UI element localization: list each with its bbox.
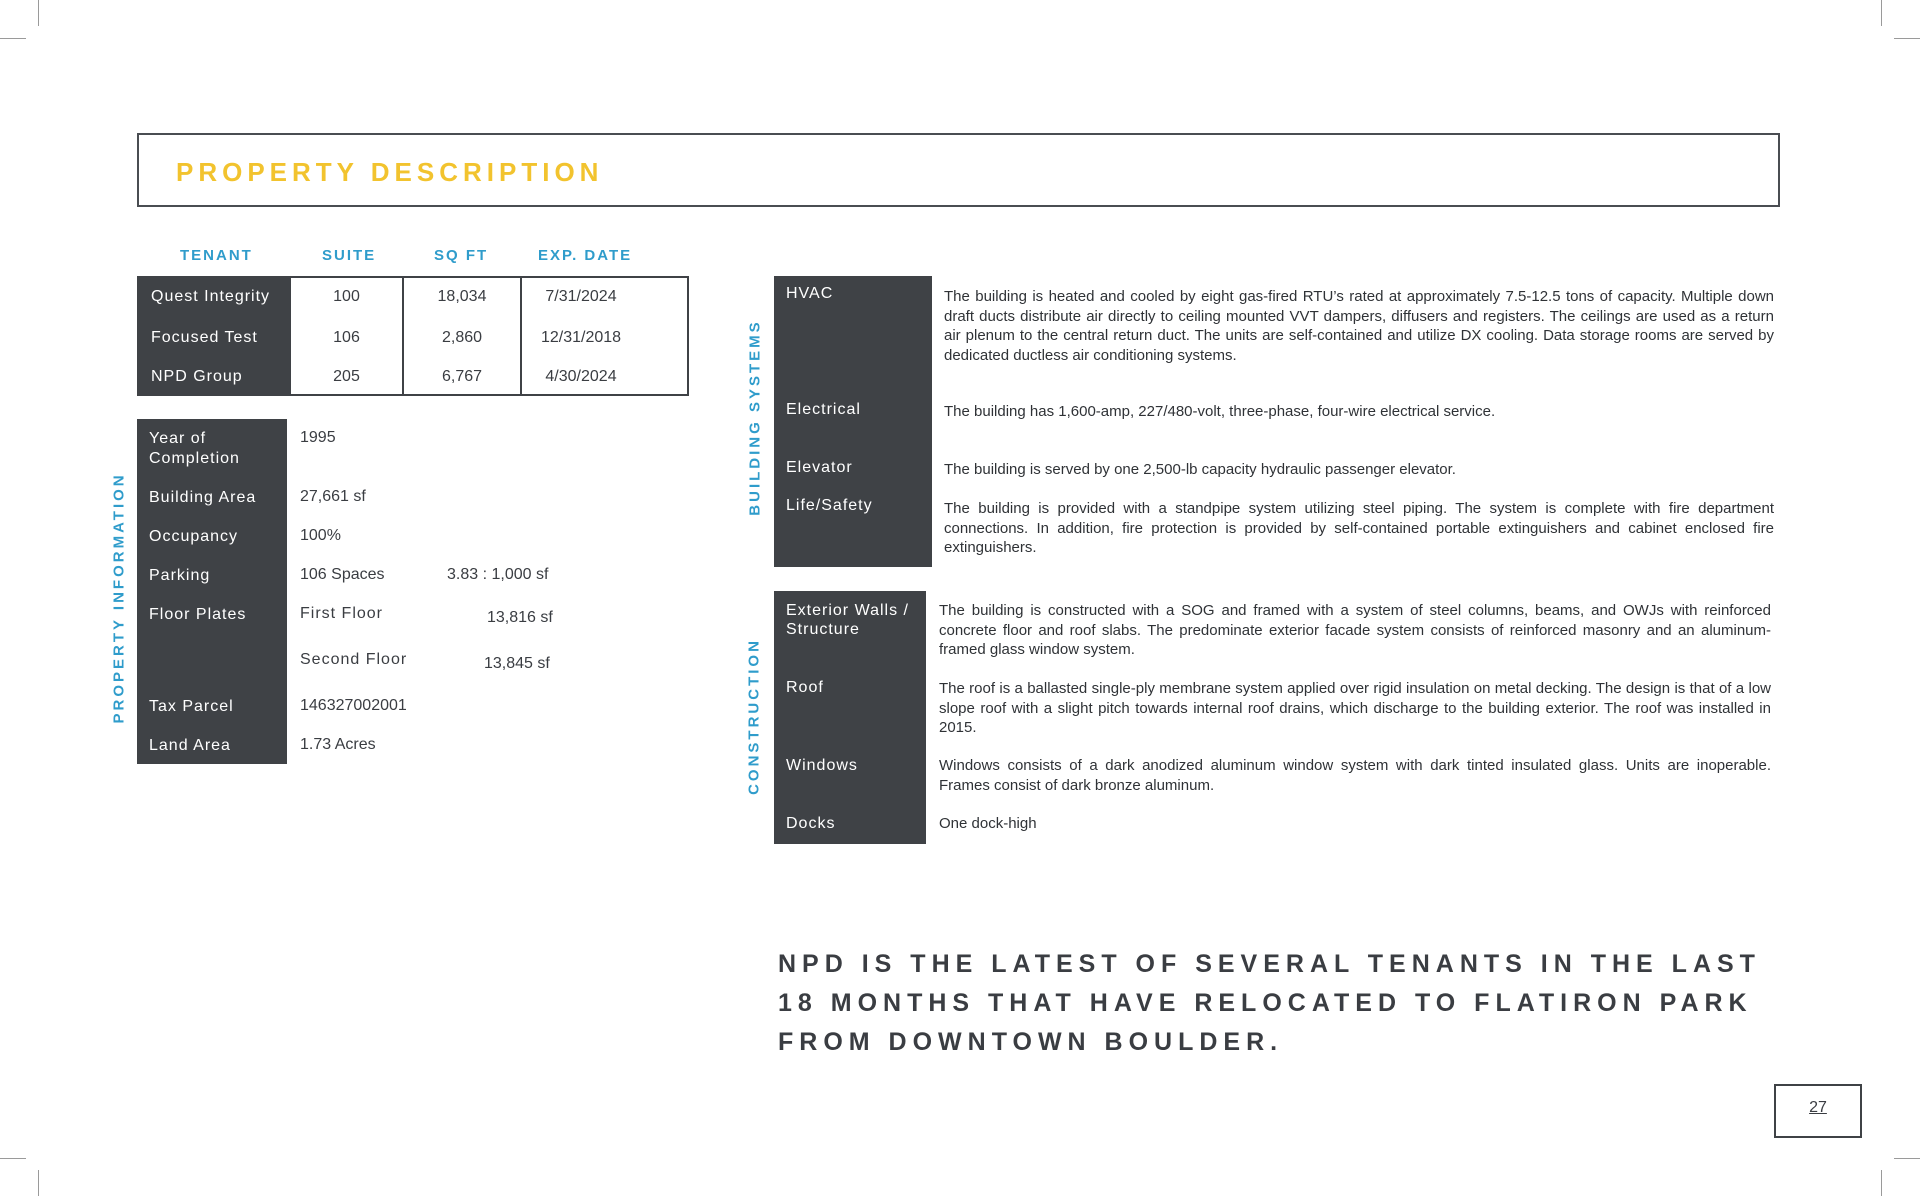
roof-text: The roof is a ballasted single-ply membrane system applied over rigid insulation on metal decking. The design is that of a low slope roof with a slight pitch towards internal roof drains, which discharge to the building exterior. The roof was installed in 2015. (939, 680, 1771, 736)
crop-mark (1881, 0, 1882, 26)
tenant-name: Quest Integrity (151, 288, 271, 305)
construction-label-column (774, 591, 926, 844)
tenant-table (137, 276, 689, 396)
first-floor-label: First Floor (300, 605, 383, 622)
building-systems-label-column (774, 276, 932, 567)
exterior-walls-text: The building is constructed with a SOG and framed with a system of steel columns, beams, and OWJs with reinforced concrete floor and roof slabs. The predominate exterior facade system consists of reinforced masonry and an aluminum-framed glass window system. (939, 602, 1771, 658)
parking-label: Parking (149, 567, 211, 584)
docks-label: Docks (786, 815, 836, 832)
occupancy-value: 100% (300, 527, 341, 544)
parking-value: 106 Spaces (300, 566, 385, 583)
tenant-suite: 100 (333, 288, 360, 305)
pull-quote (778, 945, 1761, 1062)
tenant-name: Focused Test (151, 329, 258, 346)
pull-quote-line: 18 MONTHS THAT HAVE RELOCATED TO FLATIRON PARK (778, 989, 1753, 1017)
land-area-value: 1.73 Acres (300, 736, 376, 753)
year-value: 1995 (300, 429, 336, 446)
property-info-label-column (137, 419, 287, 764)
pull-quote-line: NPD IS THE LATEST OF SEVERAL TENANTS IN THE LAST (778, 950, 1761, 978)
tenant-name: NPD Group (151, 368, 243, 385)
page-number: 27 (1809, 1099, 1827, 1116)
hvac-label: HVAC (786, 285, 834, 302)
page-title: PROPERTY DESCRIPTION (176, 157, 604, 187)
electrical-label: Electrical (786, 401, 861, 418)
crop-mark (38, 1170, 39, 1196)
hvac-text: The building is heated and cooled by eight gas-fired RTU’s rated at approximately 7.5-12.5 tons of capacity. Multiple down draft ducts distribute air directly to ceiling mounted VVT dampers, diffusers and registers. The ceilings are used as a return air plenum to the central return duct. The units are self-contained and utilize DX cooling. Data storage rooms are served by dedicated ductless air conditioning systems. (944, 288, 1774, 364)
floor-plates-label: Floor Plates (149, 606, 247, 623)
tax-parcel-value: 146327002001 (300, 697, 407, 714)
column-header-sqft: SQ FT (434, 247, 489, 264)
tax-parcel-label: Tax Parcel (149, 698, 234, 715)
pull-quote-line: FROM DOWNTOWN BOULDER. (778, 1028, 1284, 1056)
tenant-suite: 106 (333, 329, 360, 346)
section-header (137, 133, 1780, 207)
crop-mark (0, 38, 26, 39)
area-label: Building Area (149, 489, 257, 506)
tenant-exp-date: 7/31/2024 (545, 288, 617, 305)
crop-mark (1881, 1170, 1882, 1196)
windows-label: Windows (786, 757, 858, 774)
occupancy-label: Occupancy (149, 528, 239, 545)
elevator-label: Elevator (786, 459, 853, 476)
parking-ratio: 3.83 : 1,000 sf (447, 566, 549, 583)
first-floor-value: 13,816 sf (487, 609, 553, 626)
tenant-exp-date: 4/30/2024 (545, 368, 617, 385)
tenant-sqft: 6,767 (441, 368, 483, 385)
column-header-exp-date: EXP. DATE (538, 247, 633, 264)
crop-mark (38, 0, 39, 26)
year-label: Year of Completion (149, 430, 240, 467)
tenant-sqft: 18,034 (437, 288, 487, 305)
tenant-suite: 205 (333, 368, 360, 385)
exterior-walls-label: Exterior Walls / Structure (786, 602, 909, 638)
land-area-label: Land Area (149, 737, 231, 754)
elevator-text: The building is served by one 2,500-lb capacity hydraulic passenger elevator. (944, 461, 1456, 478)
roof-label: Roof (786, 679, 824, 696)
second-floor-value: 13,845 sf (484, 655, 550, 672)
column-header-tenant: TENANT (180, 247, 253, 264)
tenant-exp-date: 12/31/2018 (540, 329, 622, 346)
docks-text: One dock-high (939, 815, 1037, 832)
property-information-label: PROPERTY INFORMATION (110, 472, 128, 724)
life-safety-text: The building is provided with a standpipe system utilizing steel piping. The system is complete with fire department connections. In addition, fire protection is provided by self-contained portable extinguishers and cabinet enclosed fire extinguishers. (944, 500, 1774, 556)
page-number-box (1774, 1084, 1862, 1138)
construction-label: CONSTRUCTION (745, 638, 763, 795)
life-safety-label: Life/Safety (786, 497, 873, 514)
tenant-sqft: 2,860 (441, 329, 483, 346)
windows-text: Windows consists of a dark anodized aluminum window system with dark tinted insulated glass. Units are inoperable. Frames consist of dark bronze aluminum. (939, 757, 1771, 794)
second-floor-label: Second Floor (300, 651, 408, 668)
crop-mark (0, 1158, 26, 1159)
column-header-suite: SUITE (322, 247, 377, 264)
electrical-text: The building has 1,600-amp, 227/480-volt, three-phase, four-wire electrical service. (944, 403, 1496, 420)
building-systems-label: BUILDING SYSTEMS (746, 319, 764, 516)
crop-mark (1894, 38, 1920, 39)
crop-mark (1894, 1158, 1920, 1159)
area-value: 27,661 sf (300, 488, 366, 505)
